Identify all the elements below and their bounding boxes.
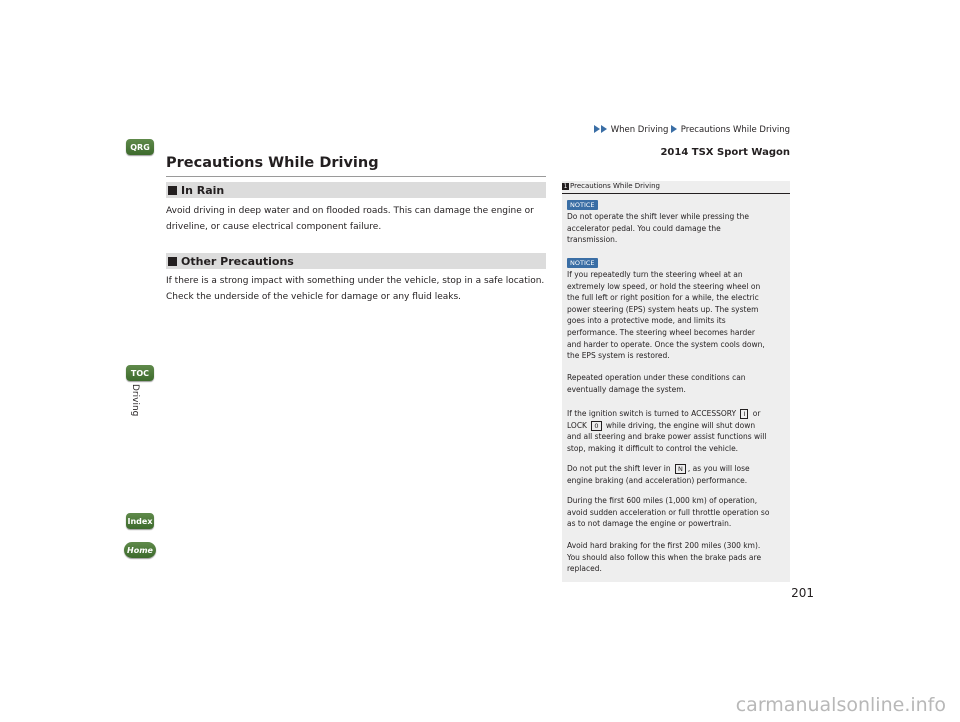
note-line: the EPS system is restored. bbox=[567, 351, 670, 361]
note-hard-braking bbox=[567, 540, 789, 575]
paragraph-line: Avoid driving in deep water and on flooded roads. This can damage the engine or bbox=[166, 206, 534, 216]
note-shift-neutral bbox=[567, 463, 789, 486]
note-line: performance. The steering wheel becomes harder bbox=[567, 327, 755, 337]
qrg-tab-button[interactable]: QRG bbox=[126, 139, 154, 155]
note-repeated-operation bbox=[567, 372, 789, 395]
paragraph-line: driveline, or cause electrical component failure. bbox=[166, 222, 382, 232]
square-bullet-icon bbox=[168, 257, 177, 266]
note-ignition-switch bbox=[567, 408, 789, 454]
section-heading-text: Other Precautions bbox=[181, 254, 294, 268]
note-line: If you repeatedly turn the steering wheel at an bbox=[567, 270, 743, 279]
notice-shift-lever bbox=[567, 211, 789, 246]
toc-tab-button[interactable]: TOC bbox=[126, 365, 154, 381]
note-text: Do not put the shift lever in bbox=[567, 464, 671, 473]
note-line: eventually damage the system. bbox=[567, 384, 686, 394]
note-line: the full left or right position for a while, the electric bbox=[567, 293, 759, 303]
reference-mark-icon: 1 bbox=[563, 183, 568, 190]
in-rain-paragraph bbox=[166, 203, 548, 235]
note-line: engine braking (and acceleration) performance. bbox=[567, 475, 748, 485]
note-line: extremely low speed, or hold the steering wheel on bbox=[567, 281, 761, 291]
notice-eps bbox=[567, 269, 789, 362]
note-line: Do not operate the shift lever while pressing the bbox=[567, 212, 749, 221]
note-text: while driving, the engine will shut down bbox=[605, 420, 756, 430]
sidebar-title-text: Precautions While Driving bbox=[570, 182, 660, 190]
section-heading-other-precautions bbox=[166, 253, 546, 269]
square-bullet-icon bbox=[168, 186, 177, 195]
key-accessory-icon: I bbox=[740, 409, 748, 419]
note-line: goes into a protective mode, and limits its bbox=[567, 316, 726, 326]
notice-badge: NOTICE bbox=[567, 200, 598, 210]
section-heading-in-rain bbox=[166, 182, 546, 198]
note-line: and all steering and brake power assist functions will bbox=[567, 432, 767, 442]
page-number: 201 bbox=[791, 586, 814, 600]
note-line: avoid sudden acceleration or full throttle operation so bbox=[567, 507, 770, 517]
home-tab-button[interactable]: Home bbox=[124, 542, 156, 558]
note-line: replaced. bbox=[567, 564, 602, 574]
sidebar-notes bbox=[562, 181, 790, 582]
note-line: and harder to operate. Once the system cools down, bbox=[567, 339, 765, 349]
breadcrumb-arrow-icon bbox=[594, 125, 600, 133]
note-line: stop, making it difficult to control the vehicle. bbox=[567, 443, 739, 453]
key-lock-icon: 0 bbox=[591, 421, 601, 431]
note-line bbox=[567, 420, 789, 432]
breadcrumb-arrow-icon bbox=[601, 125, 607, 133]
note-line: power steering (EPS) system heats up. The system bbox=[567, 304, 759, 314]
note-line: During the first 600 miles (1,000 km) of operation, bbox=[567, 496, 758, 505]
note-text: If the ignition switch is turned to ACCESSORY bbox=[567, 409, 737, 418]
note-line: Repeated operation under these conditions can bbox=[567, 373, 746, 382]
breadcrumb-arrow-icon bbox=[671, 125, 677, 133]
other-precautions-paragraph bbox=[166, 273, 548, 305]
note-line bbox=[567, 463, 789, 475]
key-neutral-icon: N bbox=[675, 464, 686, 474]
breadcrumb-link-when-driving[interactable]: When Driving bbox=[610, 125, 669, 135]
note-line: You should also follow this when the brake pads are bbox=[567, 552, 762, 562]
vehicle-model-title: 2014 TSX Sport Wagon bbox=[660, 147, 790, 158]
note-text: or bbox=[752, 409, 761, 418]
note-break-in bbox=[567, 495, 789, 530]
note-line: transmission. bbox=[567, 235, 618, 245]
note-text: LOCK bbox=[567, 420, 587, 430]
sidebar-title bbox=[562, 181, 790, 194]
note-line: accelerator pedal. You could damage the bbox=[567, 223, 721, 233]
note-line: as to not damage the engine or powertrain. bbox=[567, 519, 732, 529]
watermark: carmanualsonline.info bbox=[735, 694, 946, 716]
notice-badge: NOTICE bbox=[567, 258, 598, 268]
note-line: Avoid hard braking for the first 200 miles (300 km). bbox=[567, 541, 761, 550]
section-side-label: Driving bbox=[130, 384, 140, 417]
paragraph-line: If there is a strong impact with something under the vehicle, stop in a safe location. bbox=[166, 276, 545, 286]
note-line bbox=[567, 408, 789, 420]
page-title: Precautions While Driving bbox=[166, 155, 379, 171]
paragraph-line: Check the underside of the vehicle for damage or any fluid leaks. bbox=[166, 292, 462, 302]
breadcrumb-current: Precautions While Driving bbox=[680, 125, 790, 135]
index-tab-button[interactable]: Index bbox=[126, 513, 154, 529]
breadcrumb bbox=[594, 125, 790, 135]
title-divider bbox=[166, 176, 546, 177]
note-text: , as you will lose bbox=[687, 464, 750, 473]
section-heading-text: In Rain bbox=[181, 183, 225, 197]
